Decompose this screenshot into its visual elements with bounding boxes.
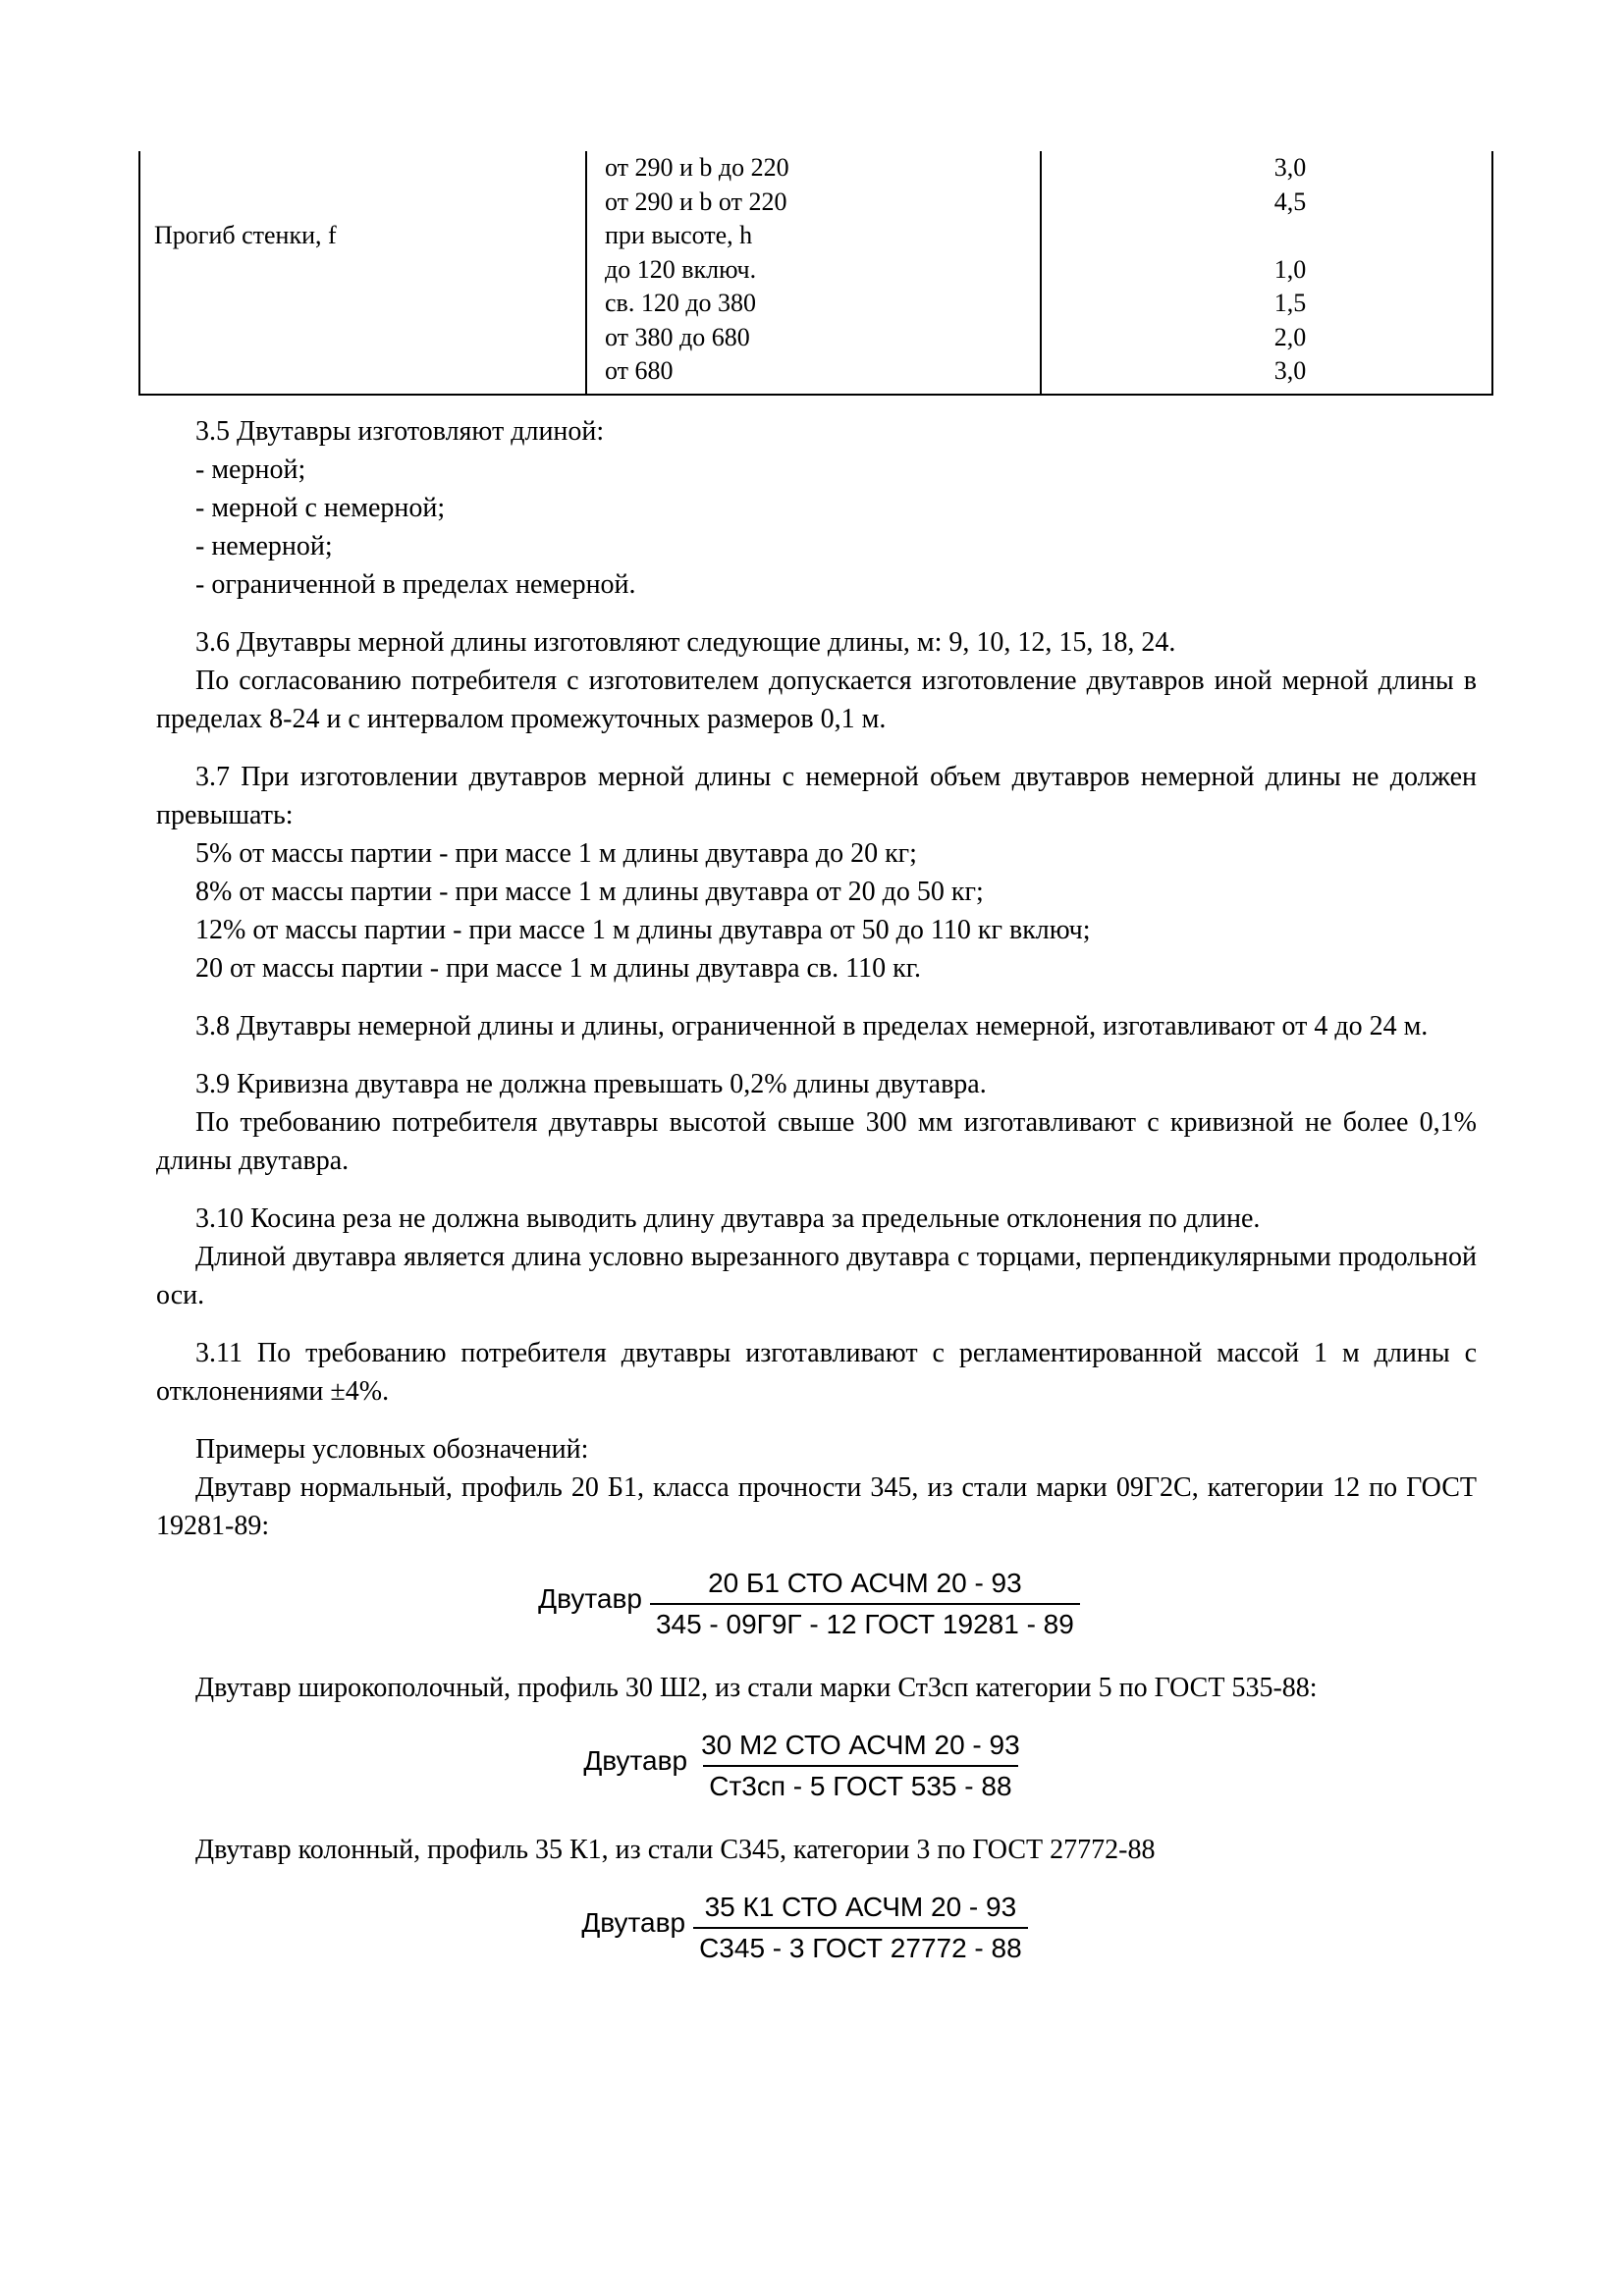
- clause-3-5-item: - мерной с немерной;: [195, 493, 446, 523]
- formula-numerator: 30 М2 СТО АСЧМ 20 - 93: [701, 1730, 1020, 1760]
- table-parameter-cell: Прогиб стенки, f: [154, 221, 337, 249]
- formula-numerator: 20 Б1 СТО АСЧМ 20 - 93: [708, 1568, 1022, 1598]
- clause-3-7-item: 20 от массы партии - при массе 1 м длины двутавра св. 110 кг.: [195, 953, 922, 984]
- clause-3-5: 3.5 Двутавры изготовляют длиной:: [195, 416, 605, 447]
- clause-3-8: 3.8 Двутавры немерной длины и длины, ограниченной в пределах немерной, изготавливают от 4 до 24 м.: [195, 1011, 1429, 1041]
- clause-3-9: 3.9 Кривизна двутавра не должна превышать 0,2% длины двутавра.: [195, 1069, 987, 1099]
- example-3-formula: [133, 1891, 1477, 1965]
- clause-3-7: 3.7 При изготовлении двутавров мерной длины с немерной объем двутавров немерной длины не должен превышать:: [156, 762, 1477, 830]
- table-divider-1: [585, 151, 587, 396]
- table-border-right: [1491, 151, 1493, 396]
- clause-3-7-item: 12% от массы партии - при массе 1 м длины двутавра от 50 до 110 кг включ;: [195, 915, 1091, 945]
- formula-denominator: С345 - 3 ГОСТ 27772 - 88: [693, 1927, 1028, 1965]
- table-conditions-cell: от 290 и b до 220 от 290 и b от 220 при высоте, h до 120 включ. св. 120 до 380 от 380 до 680 от 680: [605, 153, 789, 385]
- formula-denominator: Ст3сп - 5 ГОСТ 535 - 88: [703, 1765, 1017, 1803]
- formula-fraction: [693, 1891, 1028, 1965]
- clause-3-6-note: По согласованию потребителя с изготовителем допускается изготовление двутавров иной мерной длины в пределах 8-24 и с интервалом промежуточных размеров 0,1 м.: [156, 666, 1477, 734]
- clause-3-10: 3.10 Косина реза не должна выводить длину двутавра за предельные отклонения по длине.: [195, 1203, 1261, 1234]
- table-divider-2: [1040, 151, 1042, 396]
- formula-fraction: [650, 1567, 1080, 1641]
- clause-3-7-item: 8% от массы партии - при массе 1 м длины двутавра от 20 до 50 кг;: [195, 877, 984, 907]
- table-border-bottom: [138, 394, 1493, 396]
- document-body: [156, 412, 1477, 1965]
- clause-3-6: 3.6 Двутавры мерной длины изготовляют следующие длины, м: 9, 10, 12, 15, 18, 24.: [195, 627, 1176, 658]
- formula-fraction: [695, 1729, 1026, 1803]
- table-values-cell: 3,0 4,5 1,0 1,5 2,0 3,0: [1273, 153, 1307, 385]
- clause-3-7-item: 5% от массы партии - при массе 1 м длины двутавра до 20 кг;: [195, 838, 917, 869]
- clause-3-10-note: Длиной двутавра является длина условно вырезанного двутавра с торцами, перпендикулярными продольной оси.: [156, 1242, 1477, 1310]
- example-2-formula: [133, 1729, 1477, 1803]
- clause-3-5-item: - мерной;: [195, 454, 306, 485]
- formula-label: Двутавр: [538, 1582, 642, 1614]
- table-border-left: [138, 151, 140, 396]
- tolerance-table: [138, 151, 1493, 396]
- clause-3-5-item: - немерной;: [195, 531, 333, 561]
- example-3-text: Двутавр колонный, профиль 35 К1, из стали С345, категории 3 по ГОСТ 27772-88: [195, 1835, 1156, 1865]
- example-1-formula: [141, 1567, 1477, 1641]
- clause-3-5-item: - ограниченной в пределах немерной.: [195, 569, 636, 600]
- example-1-text: Двутавр нормальный, профиль 20 Б1, класса прочности 345, из стали марки 09Г2С, категории 12 по ГОСТ 19281-89:: [156, 1472, 1477, 1541]
- formula-label: Двутавр: [583, 1744, 688, 1776]
- clause-3-11: 3.11 По требованию потребителя двутавры изготавливают с регламентированной массой 1 м длины с отклонениями ±4%.: [156, 1338, 1477, 1407]
- examples-title: Примеры условных обозначений:: [195, 1434, 589, 1465]
- formula-numerator: 35 К1 СТО АСЧМ 20 - 93: [704, 1892, 1017, 1922]
- clause-3-9-note: По требованию потребителя двутавры высотой свыше 300 мм изготавливают с кривизной не более 0,1% длины двутавра.: [156, 1107, 1477, 1176]
- example-2-text: Двутавр широкополочный, профиль 30 Ш2, из стали марки Ст3сп категории 5 по ГОСТ 535-88:: [195, 1673, 1318, 1703]
- formula-denominator: 345 - 09Г9Г - 12 ГОСТ 19281 - 89: [650, 1603, 1080, 1641]
- formula-label: Двутавр: [581, 1906, 686, 1938]
